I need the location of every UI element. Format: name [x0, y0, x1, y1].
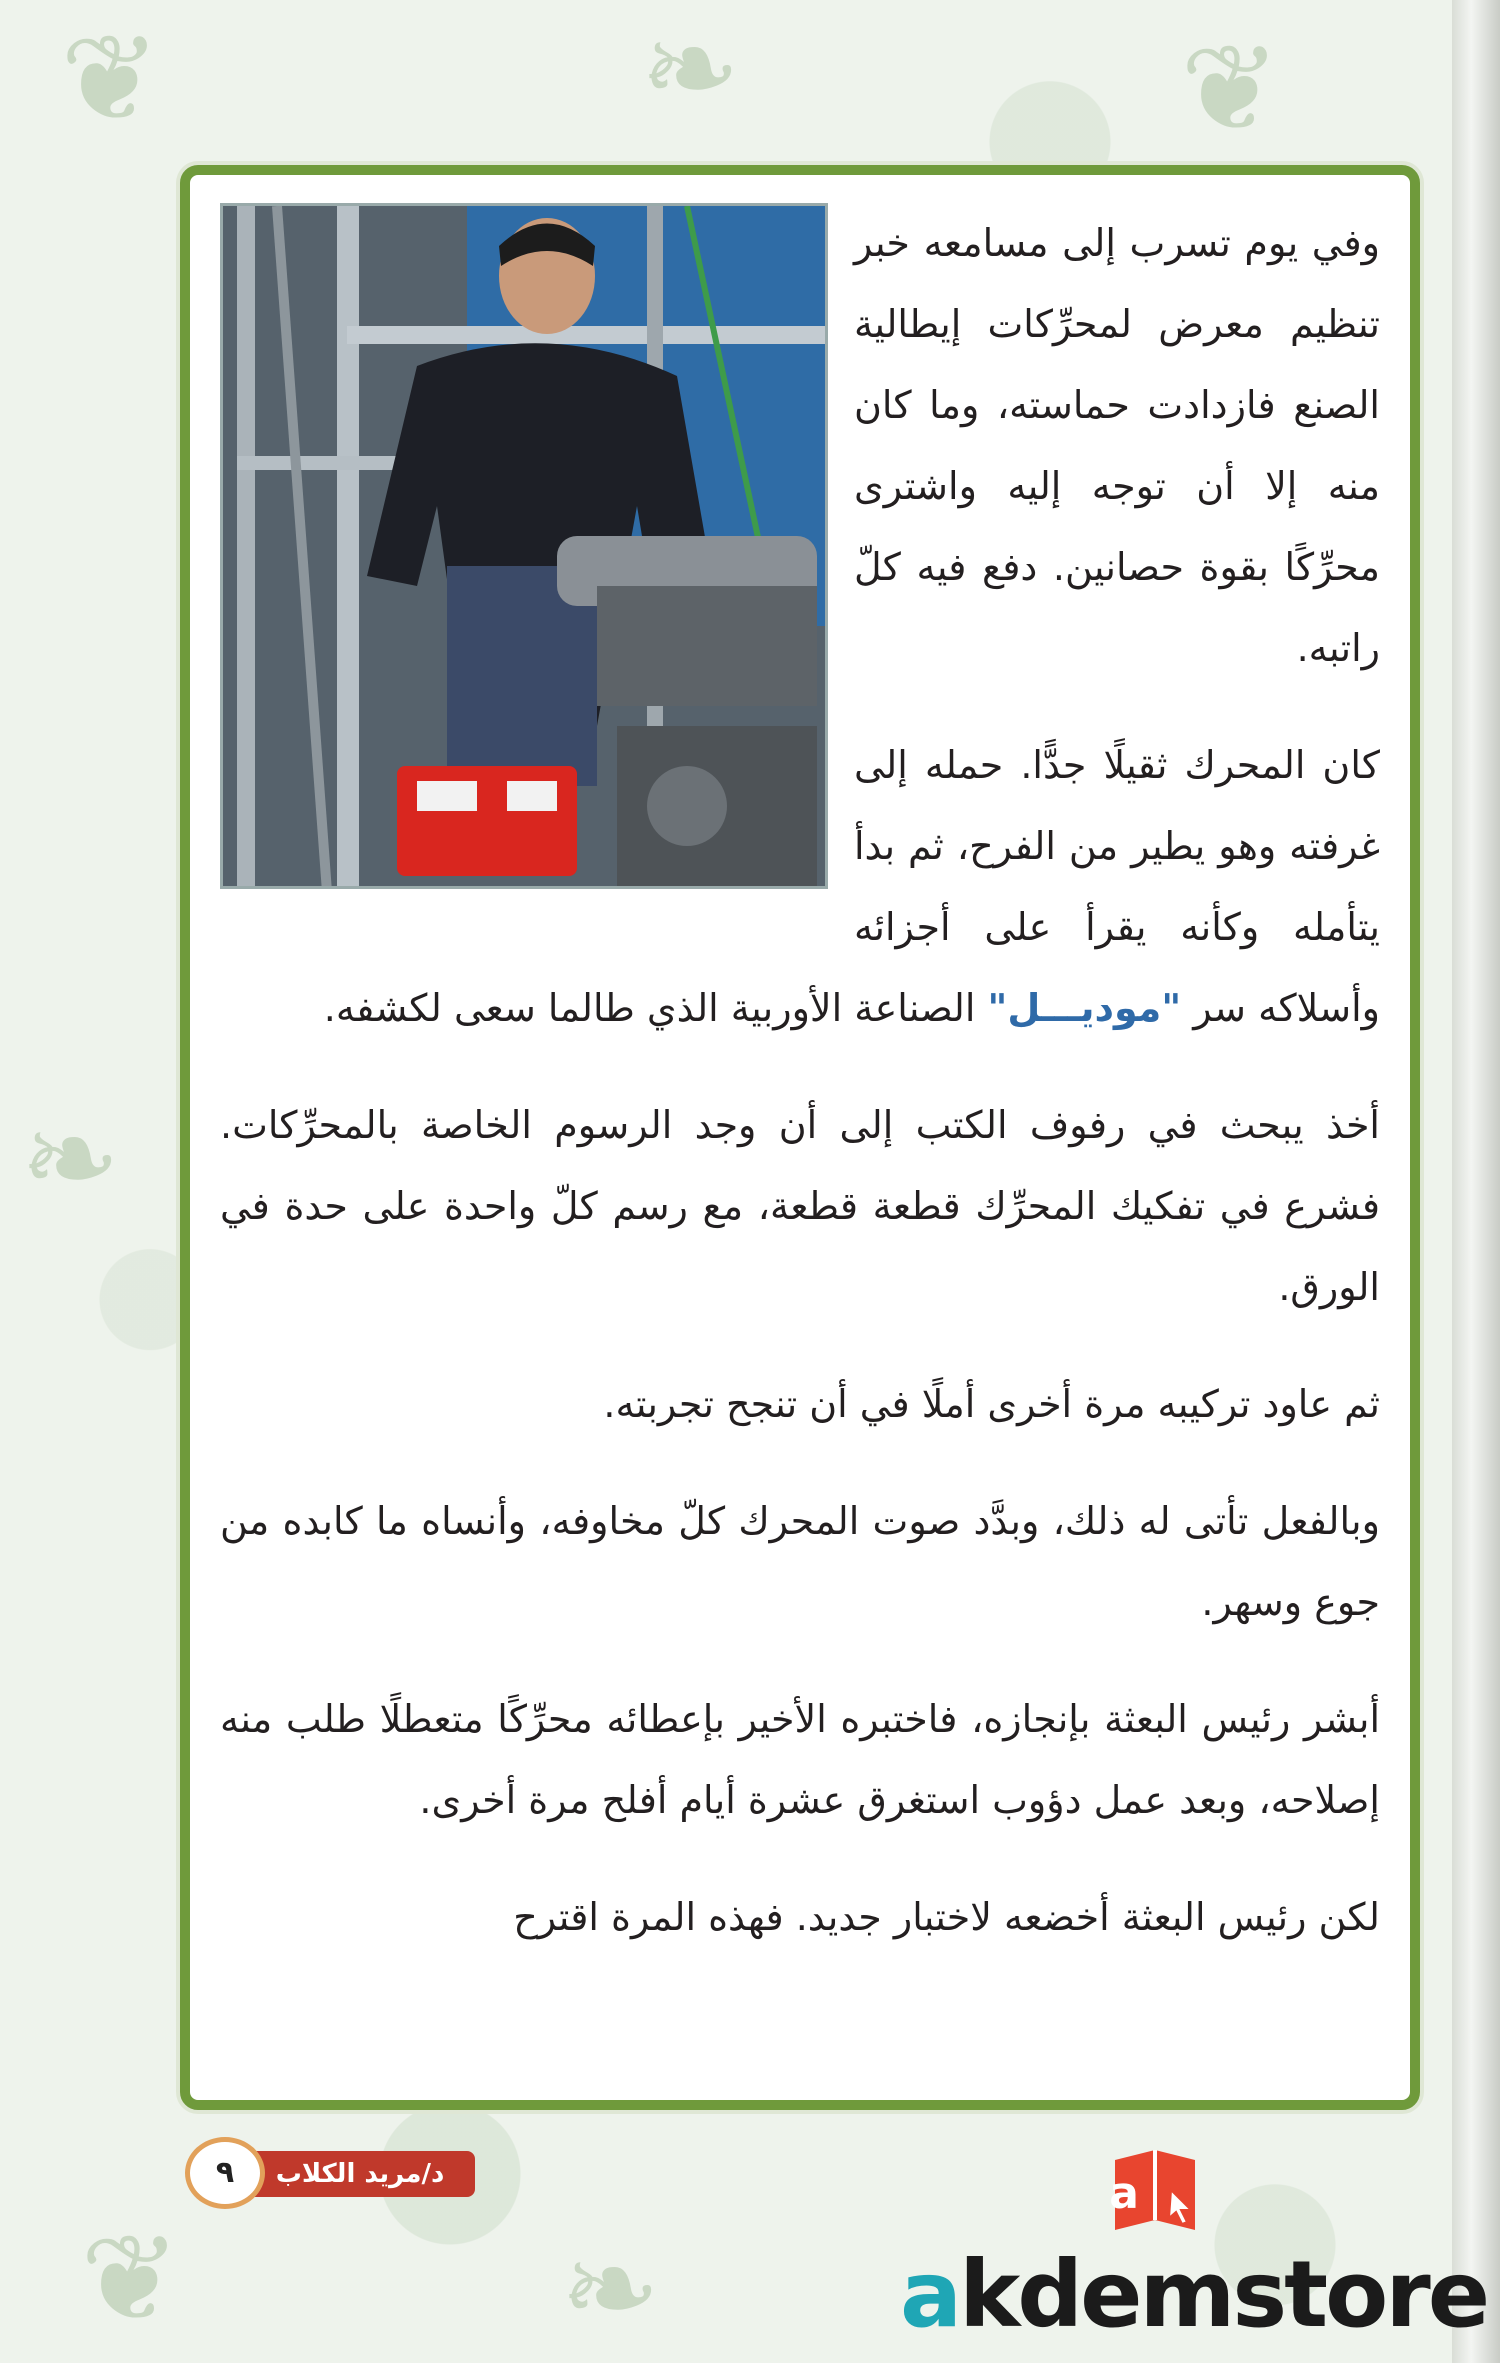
- ornament-top-center: ❧: [640, 0, 741, 139]
- author-name: د/مريد الكلاب: [245, 2151, 475, 2197]
- text-frame: [180, 165, 1420, 2110]
- page-edge: [1452, 0, 1500, 2363]
- store-logo: [900, 2240, 1488, 2350]
- page-content: [220, 203, 1380, 2080]
- book-cursor-icon: [1105, 2140, 1205, 2240]
- paragraph-5: وبالفعل تأتى له ذلك، وبدَّد صوت المحرك كلّ مخاوفه، وأنساه ما كابده من جوع وسهر.: [220, 1499, 1380, 1624]
- paragraph-1: وفي يوم تسرب إلى مسامعه خبر تنظيم معرض لمحرِّكات إيطالية الصنع فازدادت حماسته، وما كان منه إلا أن توجه إليه واشترى محرِّكًا بقوة حصانين. دفع فيه كلّ راتبه.: [854, 221, 1380, 670]
- paragraph-2-text: كان المحرك ثقيلًا جدًّا. حمله إلى غرفته وهو يطير من الفرح، ثم بدأ يتأمله وكأنه يقرأ على أجزائه وأسلاكه سر: [854, 743, 1380, 1030]
- store-icon-letter: a: [1109, 2168, 1139, 2219]
- ornament-bottom-center: ❧: [560, 2220, 661, 2359]
- ornament-bottom-left: ❦: [80, 2210, 181, 2349]
- store-logo-a: a: [900, 2241, 960, 2348]
- paragraph-2-tail: الصناعة الأوربية الذي طالما سعى لكشفه.: [323, 986, 976, 1030]
- store-logo-rest: kdemstore: [959, 2241, 1488, 2348]
- ornament-top-right: ❦: [1180, 20, 1281, 159]
- highlight-word: "موديـــل": [987, 986, 1182, 1030]
- paragraph-3: أخذ يبحث في رفوف الكتب إلى أن وجد الرسوم الخاصة بالمحرِّكات. فشرع في تفكيك المحرِّك قطعة قطعة، مع رسم كلّ واحدة على حدة في الورق.: [220, 1103, 1380, 1309]
- page-number: ٩: [185, 2137, 265, 2209]
- ornament-left-middle: ❧: [20, 1090, 121, 1229]
- paragraph-6: أبشر رئيس البعثة بإنجازه، فاختبره الأخير بإعطائه محرِّكًا متعطلًا طلب منه إصلاحه، وبعد عمل دؤوب استغرق عشرة أيام أفلح مرة أخرى.: [220, 1697, 1380, 1822]
- man-with-engine-photo: [220, 203, 828, 889]
- paragraph-7: لكن رئيس البعثة أخضعه لاختبار جديد. فهذه المرة اقترح: [513, 1895, 1380, 1939]
- paragraph-4: ثم عاود تركيبه مرة أخرى أملًا في أن تنجح تجربته.: [603, 1382, 1380, 1426]
- footer-badge: [185, 2137, 475, 2209]
- photo-illustration: [220, 206, 825, 889]
- ornament-top-left: ❦: [60, 10, 161, 149]
